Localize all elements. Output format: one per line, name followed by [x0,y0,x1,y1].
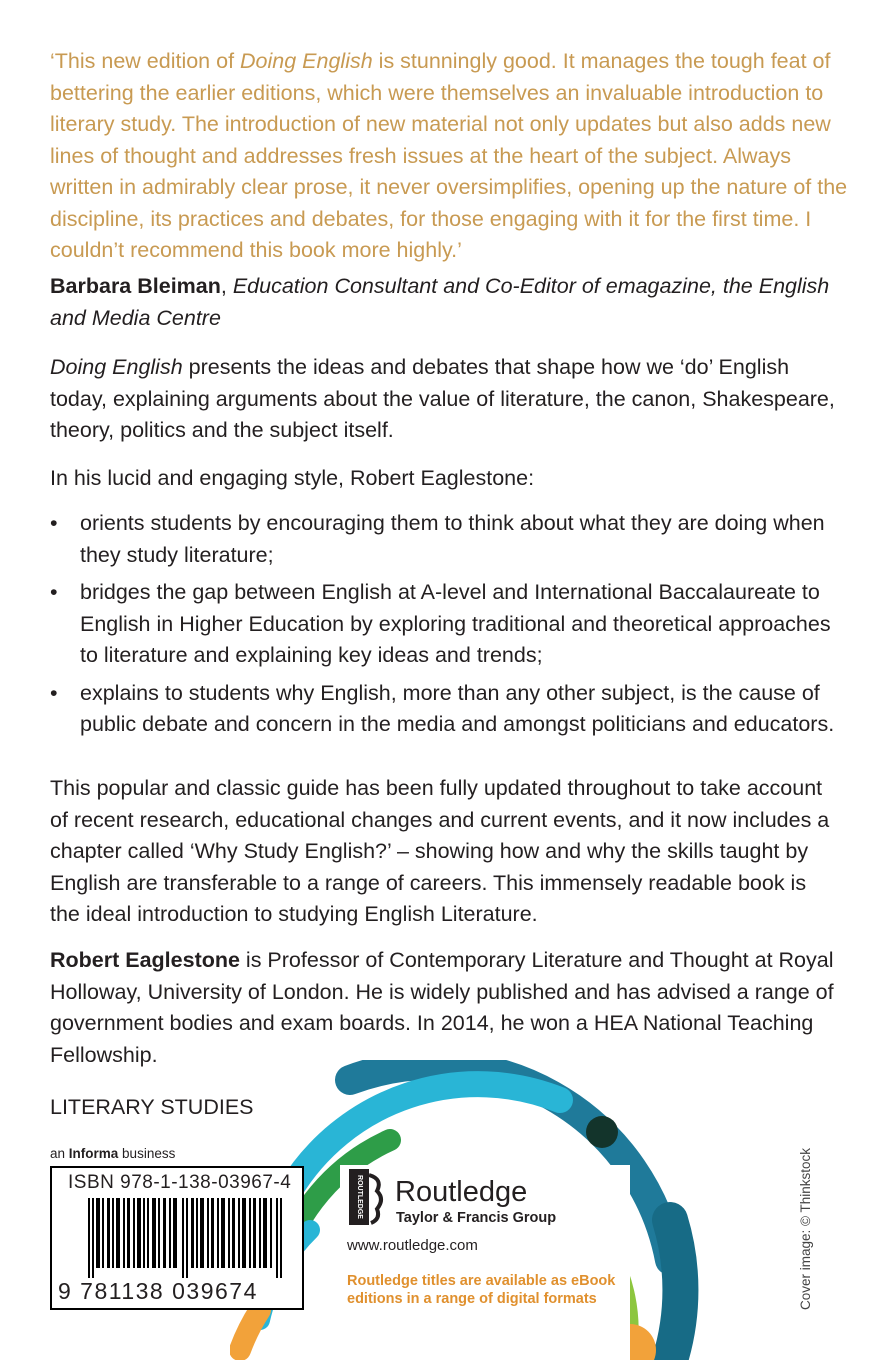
list-item-text: orients students by encouraging them to think about what they are doing when they study literature; [80,511,825,567]
attribution-comma: , [220,274,233,298]
list-item [50,508,840,571]
intro-book-title: Doing English [50,355,183,379]
bullet-glyph: • [50,580,58,604]
list-item-text: explains to students why English, more than any other subject, is the cause of public debate and concern in the media and amongst politicians and educators. [80,680,835,736]
author-bio-text: is Professor of Contemporary Literature and Thought at Royal Holloway, University of London. He is widely published and has advised a range of government bodies and exam boards. In 2014, he won a HEA National Teaching Fellowship. [50,948,834,1067]
arc-orange [240,1310,260,1350]
ebook-note: Routledge titles are available as eBook editions in a range of digital formats [347,1273,616,1307]
informa-brand: Informa [68,1146,119,1161]
publisher-name: Routledge [395,1176,528,1208]
lead-paragraph: In his lucid and engaging style, Robert Eaglestone: [50,466,535,490]
logo-text: ROUTLEDGE [356,1175,363,1219]
publisher-group: Taylor & Francis Group [396,1210,557,1226]
list-item-text: bridges the gap between English at A-level and International Baccalaureate to English in Higher Education by exploring traditional and theoretical approaches to literature and explaining key ideas and trends; [80,580,831,667]
feature-list [50,508,840,747]
informa-tagline [50,1146,175,1162]
barcode-bars [88,1198,288,1278]
category-label: LITERARY STUDIES [50,1095,254,1119]
intro-paragraph [50,352,840,447]
routledge-logo-icon [347,1169,387,1225]
arc-teal-right [670,1220,680,1360]
intro-text: presents the ideas and debates that shape how we ‘do’ English today, explaining arguments about the value of literature, the canon, Shakespeare, theory, politics and the subject itself. [50,355,835,442]
author-name: Robert Eaglestone [50,948,240,972]
quote-book-title: Doing English [240,49,373,73]
quote-attribution [50,271,850,334]
informa-suffix: business [118,1146,176,1161]
bullet-glyph: • [50,511,58,535]
quote-after: is stunningly good. It manages the tough feat of bettering the earlier editions, which were themselves an invaluable introduction to literary study. The introduction of new material not only updates but also adds new lines of thought and addresses fresh issues at the heart of the subject. Always written in admirably clear prose, it never oversimplifies, opening up the nature of the discipline, its practices and debates, for those engaging with it for the first time. I couldn’t recommend this book more highly.’ [50,49,848,262]
informa-prefix: an [50,1146,69,1161]
list-item [50,577,840,672]
quote-before: ‘This new edition of [50,49,241,73]
review-quote [50,46,850,267]
bullet-glyph: • [50,680,58,705]
dark-circle [586,1116,618,1148]
reviewer-name: Barbara Bleiman [50,274,221,298]
cover-image-credit: Cover image: © Thinkstock [798,1147,813,1310]
list-item [50,678,840,741]
update-paragraph: This popular and classic guide has been fully updated throughout to take account of recent research, educational changes and current events, and it now includes a chapter called ‘Why Study English?’ – showing how and why the skills taught by English are transferable to a range of careers. This immensely readable book is the ideal introduction to studying English Literature. [50,776,830,926]
publisher-website[interactable]: www.routledge.com [347,1237,478,1254]
author-bio [50,945,840,1071]
barcode-number: 9 781138 039674 [58,1278,258,1304]
barcode-box [50,1166,304,1310]
reviewer-role: Education Consultant and Co-Editor of emagazine, the English and Media Centre [50,274,830,330]
isbn-label: ISBN 978-1-138-03967-4 [68,1172,292,1193]
